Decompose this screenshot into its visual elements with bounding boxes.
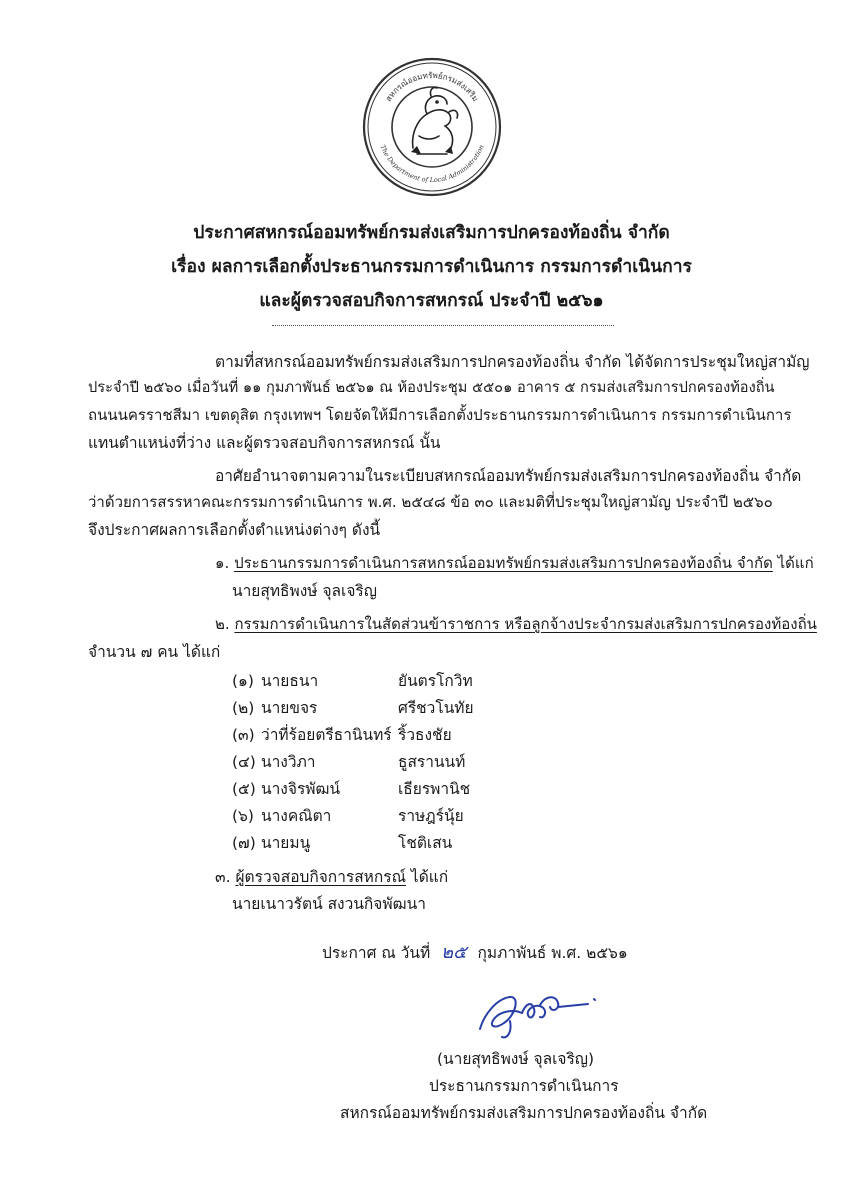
member-last-name: โชติเสน bbox=[398, 834, 453, 852]
item2-number: ๒. bbox=[215, 615, 230, 633]
item3-number: ๓. bbox=[215, 868, 231, 886]
handwritten-signature bbox=[470, 985, 605, 1045]
paragraph1-line2: ประจำปี ๒๕๖๐ เมื่อวันที่ ๑๑ กุมภาพันธ์ ๒๕๖๑ ณ ห้องประชุม ๕๕๐๑ อาคาร ๕ กรมส่งเสริมการปกครองท้องถิ่น bbox=[88, 379, 775, 396]
paragraph1-line1: ตามที่สหกรณ์ออมทรัพย์กรมส่งเสริมการปกครองท้องถิ่น จำกัด ได้จัดการประชุมใหญ่สามัญ bbox=[215, 353, 810, 371]
member-num: (๓) bbox=[232, 726, 255, 744]
member-num: (๒) bbox=[232, 699, 255, 717]
item2-position: กรรมการดำเนินการในสัดส่วนข้าราชการ หรือลูกจ้างประจำกรมส่งเสริมการปกครองท้องถิ่น bbox=[234, 615, 817, 633]
member-first-name: นางคณิตา bbox=[261, 807, 332, 825]
announce-prefix: ประกาศ ณ วันที่ bbox=[322, 944, 431, 962]
member-first-name: นายธนา bbox=[261, 672, 319, 690]
member-last-name: ศรีชวโนทัย bbox=[398, 699, 474, 717]
member-num: (๑) bbox=[232, 672, 254, 690]
member-num: (๕) bbox=[232, 780, 256, 798]
paragraph2-line2: ว่าด้วยการสรรหาคณะกรรมการดำเนินการ พ.ศ. ๒๕๔๘ ข้อ ๓๐ และมติที่ประชุมใหญ่สามัญ ประจำปี ๒๕๖๐ bbox=[88, 493, 773, 511]
member-num: (๗) bbox=[232, 834, 256, 852]
item2-count: จำนวน ๗ คน ได้แก่ bbox=[88, 643, 221, 661]
paragraph1-line4: แทนตำแหน่งที่ว่าง และผู้ตรวจสอบกิจการสหกรณ์ นั้น bbox=[88, 434, 441, 452]
member-last-name: ธูสรานนท์ bbox=[398, 753, 466, 771]
item1-position: ประธานกรรมการดำเนินการสหกรณ์ออมทรัพย์กรมส่งเสริมการปกครองท้องถิ่น จำกัด bbox=[234, 554, 773, 572]
item1-line bbox=[215, 551, 814, 575]
member-first-name: นายขจร bbox=[261, 699, 318, 717]
announce-date-line bbox=[322, 937, 628, 966]
item1-name: นายสุทธิพงษ์ จุลเจริญ bbox=[232, 582, 377, 600]
item3-position: ผู้ตรวจสอบกิจการสหกรณ์ bbox=[235, 868, 406, 886]
member-first-name: นายมนู bbox=[261, 834, 311, 852]
member-last-name: เธียรพานิช bbox=[398, 780, 471, 798]
item1-suffix: ได้แก่ bbox=[777, 554, 814, 572]
signatory-title: ประธานกรรมการดำเนินการ bbox=[429, 1077, 619, 1095]
paragraph1-line3: ถนนนครราชสีมา เขตดุสิต กรุงเทพฯ โดยจัดให้มีการเลือกตั้งประธานกรรมการดำเนินการ กรรมการดำเนินการ bbox=[88, 406, 792, 424]
title-divider bbox=[272, 325, 614, 326]
member-first-name: นางจิรพัฒน์ bbox=[261, 780, 341, 798]
member-first-name: นางวิภา bbox=[261, 753, 316, 771]
signatory-name: (นายสุทธิพงษ์ จุลเจริญ) bbox=[437, 1050, 595, 1068]
signatory-organization: สหกรณ์ออมทรัพย์กรมส่งเสริมการปกครองท้องถิ่น จำกัด bbox=[340, 1104, 708, 1122]
item3-name: นายเนาวรัตน์ สงวนกิจพัฒนา bbox=[232, 895, 426, 913]
item1-number: ๑. bbox=[215, 554, 230, 572]
announce-day-handwritten: ๒๕ bbox=[441, 942, 467, 963]
paragraph2-line1: อาศัยอำนาจตามความในระเบียบสหกรณ์ออมทรัพย์กรมส่งเสริมการปกครองท้องถิ่น จำกัด bbox=[215, 467, 802, 485]
member-num: (๔) bbox=[232, 753, 256, 771]
member-last-name: ยันตรโกวิท bbox=[398, 672, 473, 690]
svg-text:สหกรณ์ออมทรัพย์กรมส่งเสริม: สหกรณ์ออมทรัพย์กรมส่งเสริม bbox=[383, 70, 481, 104]
paragraph2-line3: จึงประกาศผลการเลือกตั้งตำแหน่งต่างๆ ดังนี้ bbox=[88, 521, 381, 539]
member-last-name: ราษฎร์นุ้ย bbox=[398, 807, 464, 825]
member-first-name: ว่าที่ร้อยตรีธานินทร์ bbox=[261, 726, 392, 744]
announce-suffix: กุมภาพันธ์ พ.ศ. ๒๕๖๑ bbox=[477, 944, 628, 962]
member-num: (๖) bbox=[232, 807, 254, 825]
item2-line bbox=[215, 612, 817, 636]
svg-text:The Department of Local Admini: The Department of Local Administration bbox=[378, 143, 486, 185]
announcement-title: ประกาศสหกรณ์ออมทรัพย์กรมส่งเสริมการปกครองท้องถิ่น จำกัด bbox=[193, 223, 670, 243]
announcement-subject-line2: และผู้ตรวจสอบกิจการสหกรณ์ ประจำปี ๒๕๖๑ bbox=[259, 291, 604, 311]
item3-line bbox=[215, 864, 448, 889]
cooperative-seal-logo bbox=[361, 56, 503, 198]
announcement-subject: เรื่อง ผลการเลือกตั้งประธานกรรมการดำเนินการ กรรมการดำเนินการ bbox=[171, 257, 692, 277]
item3-suffix: ได้แก่ bbox=[410, 868, 449, 886]
member-last-name: ริ้วธงชัย bbox=[398, 726, 452, 744]
